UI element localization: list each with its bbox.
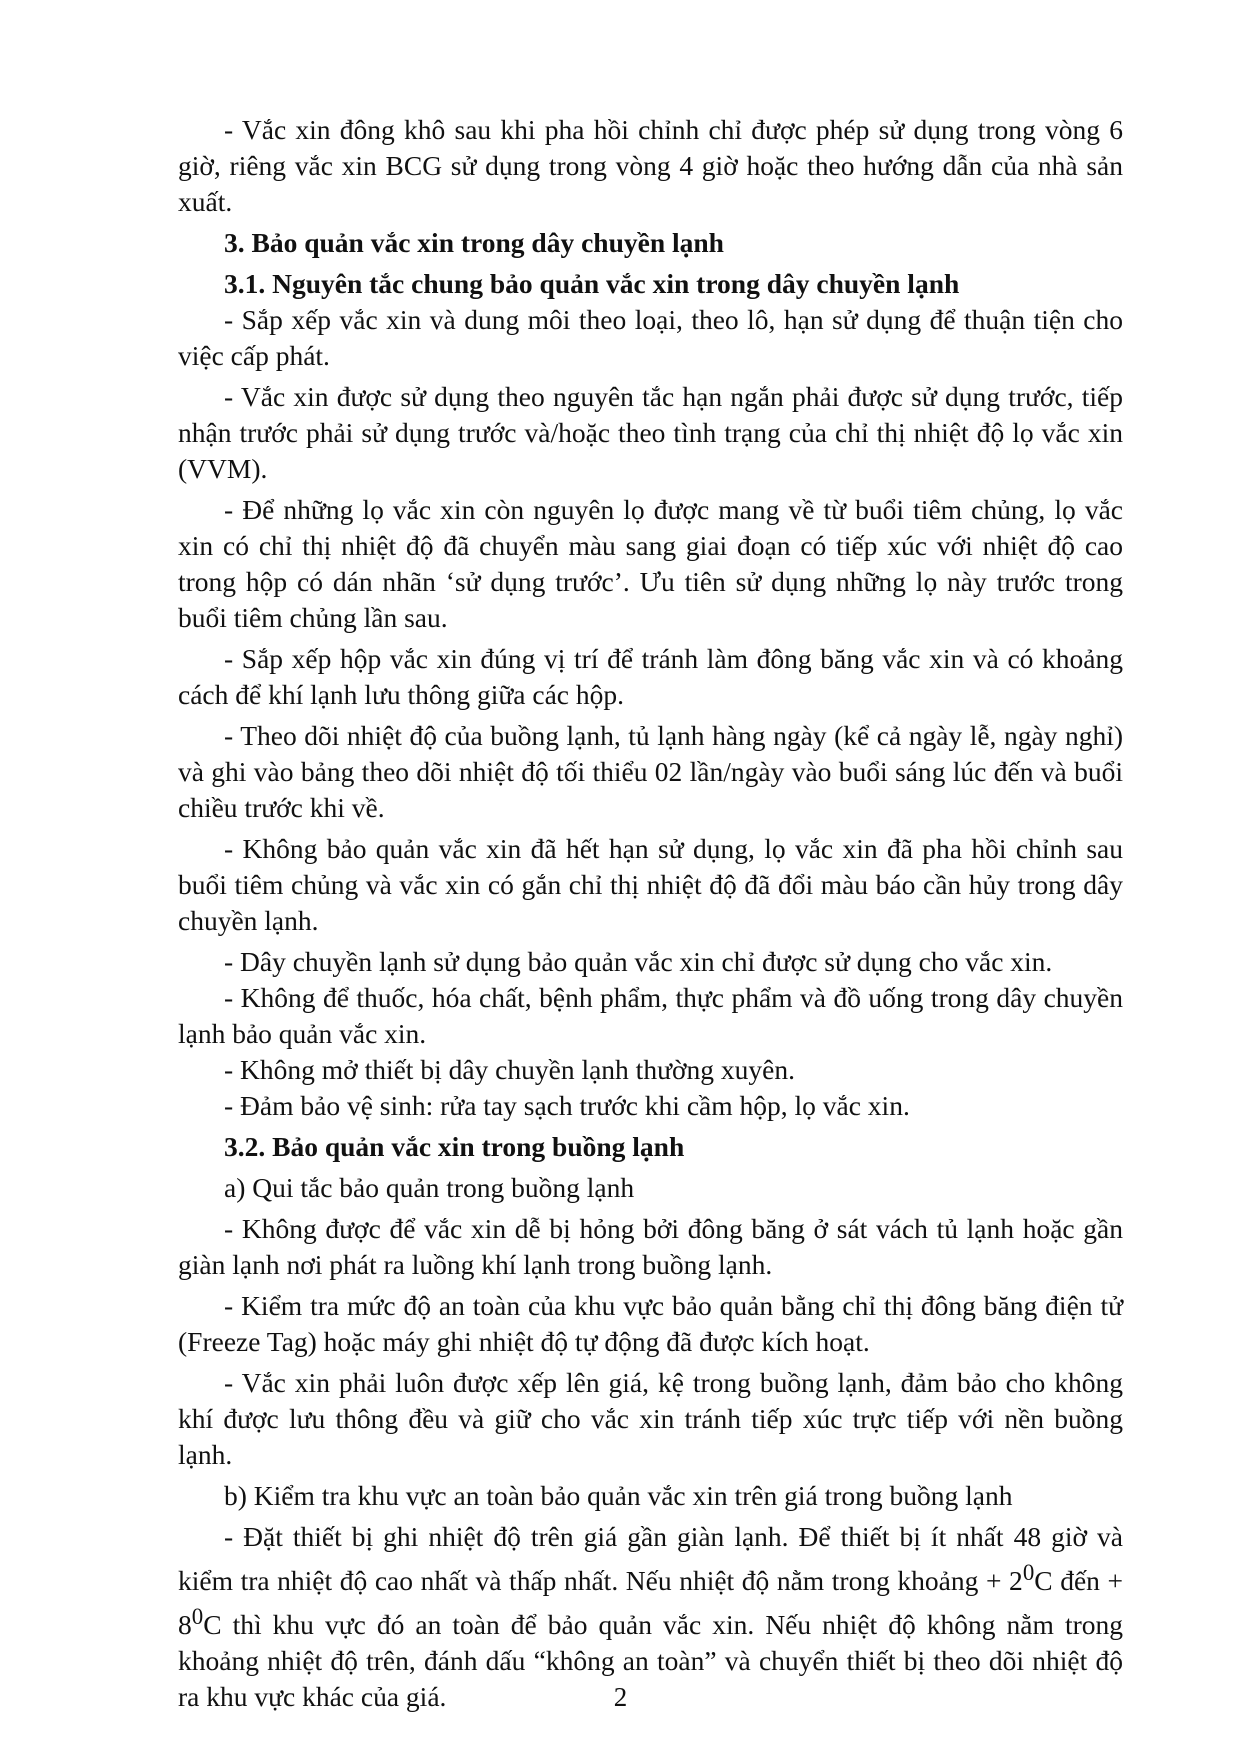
- rule-b-text-part3: C thì khu vực đó an toàn để bảo quản vắc xin. Nếu nhiệt độ không nằm trong khoảng nhiệt độ trên, đánh dấu “không an toàn” và chuyển thiết bị theo dõi nhiệt độ ra khu vực khác của giá.: [178, 1609, 1123, 1713]
- subheading-b: b) Kiểm tra khu vực an toàn bảo quản vắc xin trên giá trong buồng lạnh: [224, 1480, 1013, 1511]
- rule-item: - Để những lọ vắc xin còn nguyên lọ được mang về từ buổi tiêm chủng, lọ vắc xin có chỉ thị nhiệt độ đã chuyển màu sang giai đoạn có tiếp xúc với nhiệt độ cao trong hộp có dán nhãn ‘sử dụng trước’. Ưu tiên sử dụng những lọ này trước trong buổi tiêm chủng lần sau.: [178, 494, 1123, 633]
- section-heading-3: 3. Bảo quản vắc xin trong dây chuyền lạnh: [224, 227, 724, 258]
- section-heading-3-2: 3.2. Bảo quản vắc xin trong buồng lạnh: [224, 1131, 685, 1162]
- rule-item: - Sắp xếp vắc xin và dung môi theo loại, theo lô, hạn sử dụng để thuận tiện cho việc cấp phát.: [178, 304, 1123, 371]
- rule-item: - Không bảo quản vắc xin đã hết hạn sử dụng, lọ vắc xin đã pha hồi chỉnh sau buổi tiêm chủng và vắc xin có gắn chỉ thị nhiệt độ đã đổi màu báo cần hủy trong dây chuyền lạnh.: [178, 833, 1123, 936]
- rule-item: - Không mở thiết bị dây chuyền lạnh thường xuyên.: [224, 1054, 795, 1085]
- rule-item: - Kiểm tra mức độ an toàn của khu vực bảo quản bằng chỉ thị đông băng điện tử (Freeze Tag) hoặc máy ghi nhiệt độ tự động đã được kích hoạt.: [178, 1290, 1123, 1357]
- degree-superscript: 0: [191, 1604, 204, 1630]
- degree-superscript: 0: [1022, 1560, 1035, 1585]
- rule-item: - Không được để vắc xin dễ bị hỏng bởi đông băng ở sát vách tủ lạnh hoặc gần giàn lạnh nơi phát ra luồng khí lạnh trong buồng lạnh.: [178, 1213, 1123, 1280]
- document-page: [178, 112, 1123, 1715]
- subheading-a: a) Qui tắc bảo quản trong buồng lạnh: [224, 1172, 635, 1203]
- rule-item: - Vắc xin được sử dụng theo nguyên tắc hạn ngắn phải được sử dụng trước, tiếp nhận trước phải sử dụng trước và/hoặc theo tình trạng của chỉ thị nhiệt độ lọ vắc xin (VVM).: [178, 381, 1123, 484]
- rule-item: - Vắc xin phải luôn được xếp lên giá, kệ trong buồng lạnh, đảm bảo cho không khí được lưu thông đều và giữ cho vắc xin tránh tiếp xúc trực tiếp với nền buồng lạnh.: [178, 1367, 1123, 1470]
- rule-b-text-part1: - Đặt thiết bị ghi nhiệt độ trên giá gần giàn lạnh. Để thiết bị ít nhất 48 giờ và kiểm tra nhiệt độ cao nhất và thấp nhất. Nếu nhiệt độ nằm trong khoảng + 2: [178, 1521, 1123, 1597]
- rule-b-text-part2: C đến + 8: [178, 1565, 1123, 1641]
- rule-item: - Sắp xếp hộp vắc xin đúng vị trí để tránh làm đông băng vắc xin và có khoảng cách để khí lạnh lưu thông giữa các hộp.: [178, 643, 1123, 710]
- rule-item: - Theo dõi nhiệt độ của buồng lạnh, tủ lạnh hàng ngày (kể cả ngày lễ, ngày nghỉ) và ghi vào bảng theo dõi nhiệt độ tối thiểu 02 lần/ngày vào buổi sáng lúc đến và buổi chiều trước khi về.: [178, 720, 1123, 823]
- paragraph-freeze-dried-vaccine: - Vắc xin đông khô sau khi pha hồi chỉnh chỉ được phép sử dụng trong vòng 6 giờ, riêng vắc xin BCG sử dụng trong vòng 4 giờ hoặc theo hướng dẫn của nhà sản xuất.: [178, 114, 1123, 217]
- rule-item: - Không để thuốc, hóa chất, bệnh phẩm, thực phẩm và đồ uống trong dây chuyền lạnh bảo quản vắc xin.: [178, 982, 1123, 1049]
- rule-item: - Đảm bảo vệ sinh: rửa tay sạch trước khi cầm hộp, lọ vắc xin.: [224, 1090, 910, 1121]
- rule-item: - Dây chuyền lạnh sử dụng bảo quản vắc xin chỉ được sử dụng cho vắc xin.: [224, 946, 1053, 977]
- page-number: 2: [613, 1682, 628, 1712]
- section-heading-3-1: 3.1. Nguyên tắc chung bảo quản vắc xin trong dây chuyền lạnh: [224, 268, 960, 299]
